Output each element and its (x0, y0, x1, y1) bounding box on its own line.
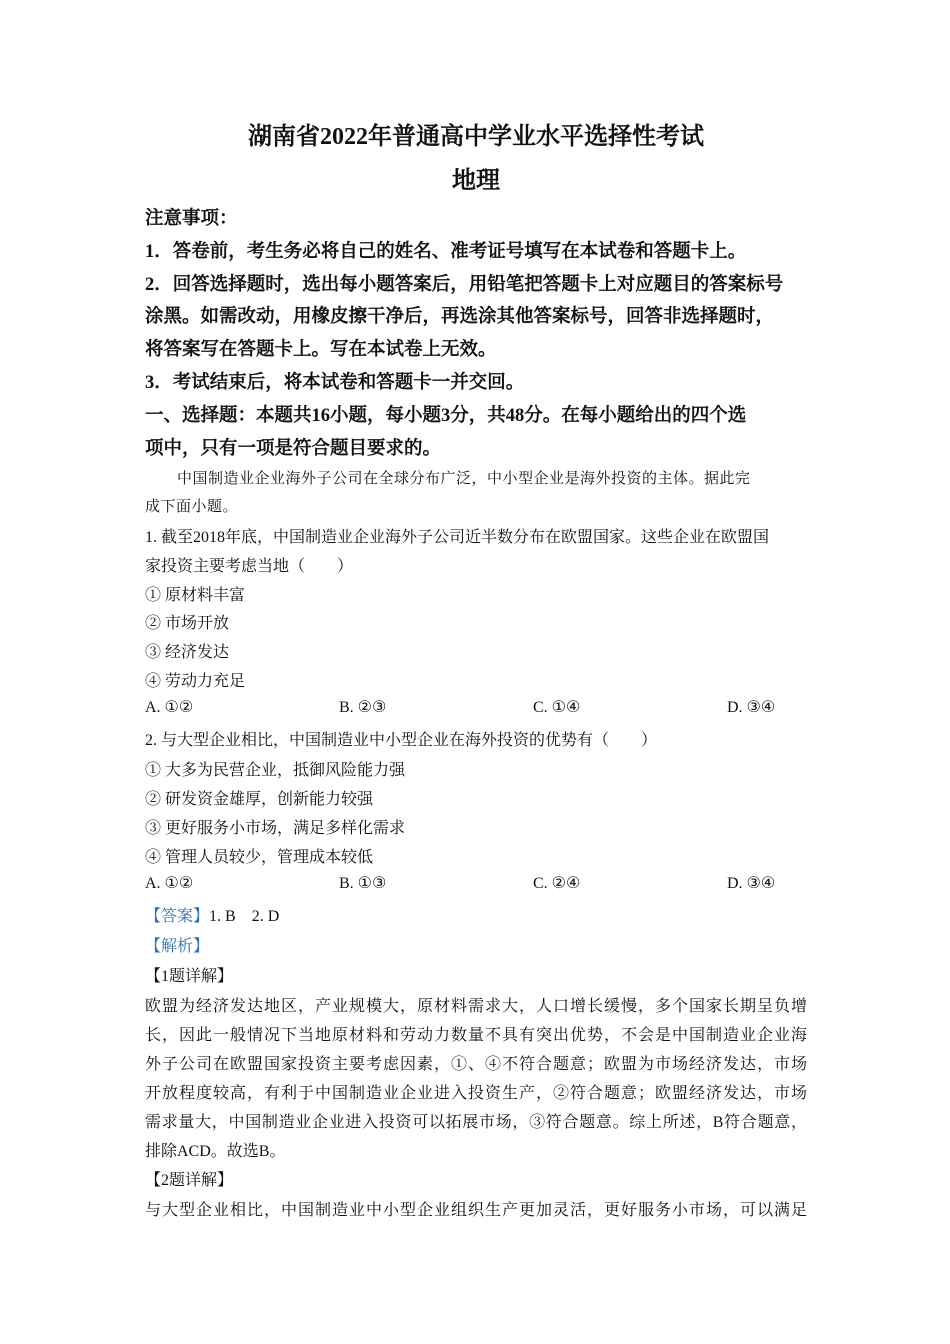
answer-line (145, 903, 279, 926)
section-heading: 一、选择题：本题共16小题，每小题3分，共48分。在每小题给出的四个选 (145, 406, 747, 426)
passage-text: 成下面小题。 (145, 499, 239, 515)
q1-detail-text: 欧盟为经济发达地区，产业规模大，原材料需求大，人口增长缓慢，多个国家长期呈负增 (145, 998, 807, 1015)
notice-item: 2．回答选择题时，选出每小题答案后，用铅笔把答题卡上对应题目的答案标号 (145, 275, 784, 295)
notice-item: 1．答卷前，考生务必将自己的姓名、准考证号填写在本试卷和答题卡上。 (145, 242, 747, 262)
question-1-statement: ③ 经济发达 (145, 644, 230, 661)
question-2-statement: ④ 管理人员较少，管理成本较低 (145, 849, 374, 866)
option-c: C. ②④ (533, 875, 581, 892)
option-c: C. ①④ (533, 699, 581, 716)
notice-item: 将答案写在答题卡上。写在本试卷上无效。 (145, 340, 497, 360)
question-2-statement: ③ 更好服务小市场，满足多样化需求 (145, 820, 406, 837)
question-2-options (145, 873, 807, 897)
option-d: D. ③④ (727, 699, 776, 716)
option-a: A. ①② (145, 875, 194, 892)
subject-title: 地理 (452, 168, 500, 194)
answer-text: 1. B 2. D (209, 908, 280, 925)
option-a: A. ①② (145, 699, 194, 716)
notice-item: 3．考试结束后，将本试卷和答题卡一并交回。 (145, 373, 525, 393)
option-b: B. ①③ (339, 875, 387, 892)
section-heading-cont: 项中，只有一项是符合题目要求的。 (145, 439, 442, 459)
q2-detail-heading: 【2题详解】 (145, 1172, 234, 1189)
notice-heading: 注意事项： (145, 209, 238, 229)
q1-detail-text: 需求量大，中国制造业企业进入投资可以拓展市场，③符合题意。综上所述，B符合题意， (145, 1114, 807, 1131)
question-2-statement: ① 大多为民营企业，抵御风险能力强 (145, 762, 406, 779)
q1-detail-heading: 【1题详解】 (145, 968, 234, 985)
question-1-stem: 家投资主要考虑当地（ ） (145, 558, 354, 575)
question-1-options (145, 697, 807, 721)
option-d: D. ③④ (727, 875, 776, 892)
q2-detail-text: 与大型企业相比，中国制造业中小型企业组织生产更加灵活，更好服务小市场，可以满足 (145, 1202, 807, 1219)
passage-text: 中国制造业企业海外子公司在全球分布广泛，中小型企业是海外投资的主体。据此完 (177, 471, 751, 487)
question-1-statement: ② 市场开放 (145, 615, 230, 632)
answer-label: 【答案】 (145, 908, 210, 925)
analysis-label: 【解析】 (145, 938, 210, 955)
q1-detail-text: 长，因此一般情况下当地原材料和劳动力数量不具有突出优势，不会是中国制造业企业海 (145, 1027, 807, 1044)
question-1-statement: ① 原材料丰富 (145, 587, 246, 604)
q1-detail-text: 排除ACD。故选B。 (145, 1143, 286, 1160)
question-1-stem: 1. 截至2018年底，中国制造业企业海外子公司近半数分布在欧盟国家。这些企业在欧盟国 (145, 529, 770, 546)
exam-title: 湖南省2022年普通高中学业水平选择性考试 (248, 124, 704, 150)
q1-detail-text: 外子公司在欧盟国家投资主要考虑因素，①、④不符合题意；欧盟为市场经济发达，市场 (145, 1056, 807, 1073)
notice-item: 涂黑。如需改动，用橡皮擦干净后，再选涂其他答案标号，回答非选择题时， (145, 307, 775, 327)
question-2-stem: 2. 与大型企业相比，中国制造业中小型企业在海外投资的优势有（ ） (145, 732, 658, 749)
question-1-statement: ④ 劳动力充足 (145, 673, 246, 690)
option-b: B. ②③ (339, 699, 387, 716)
question-2-statement: ② 研发资金雄厚，创新能力较强 (145, 791, 374, 808)
q1-detail-text: 开放程度较高，有利于中国制造业企业进入投资生产，②符合题意；欧盟经济发达，市场 (145, 1085, 807, 1102)
